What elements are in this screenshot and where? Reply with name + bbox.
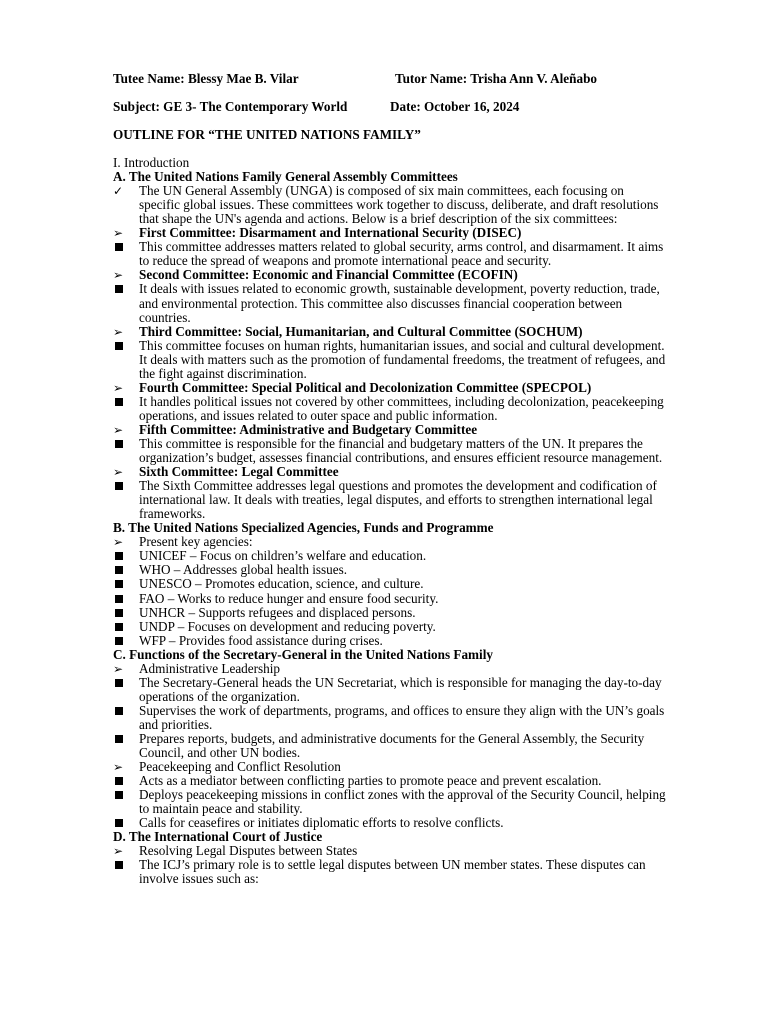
header-row-subject xyxy=(113,100,668,114)
arrow-bullet-icon: ➢ xyxy=(113,465,124,480)
outline-item-text: The Sixth Committee addresses legal questions and promotes the development and codification of international law. It deals with treaties, legal disputes, and efforts to strengthen international legal frameworks. xyxy=(139,478,657,522)
outline-item xyxy=(113,268,668,282)
square-bullet-icon xyxy=(113,240,131,251)
outline-item-text: Calls for ceasefires or initiates diplomatic efforts to resolve conflicts. xyxy=(139,815,504,831)
outline-item-text: UNDP – Focuses on development and reducing poverty. xyxy=(139,618,436,634)
outline-item xyxy=(113,592,668,606)
square-bullet-icon xyxy=(113,704,131,715)
outline-item xyxy=(113,732,668,760)
square-bullet-icon xyxy=(113,634,131,645)
arrow-bullet-icon: ➢ xyxy=(113,844,124,859)
outline-item xyxy=(113,184,668,226)
outline-item-text: Acts as a mediator between conflicting parties to promote peace and prevent escalation. xyxy=(139,773,602,789)
outline-item xyxy=(113,620,668,634)
square-bullet-icon xyxy=(113,549,131,560)
arrow-bullet-icon: ➢ xyxy=(113,760,124,775)
outline-item-text: Fifth Committee: Administrative and Budgetary Committee xyxy=(139,421,478,437)
outline-item xyxy=(113,381,668,395)
outline-item xyxy=(113,704,668,732)
square-bullet-icon xyxy=(113,620,131,631)
square-bullet-icon xyxy=(113,858,131,869)
date: Date: October 16, 2024 xyxy=(390,99,520,114)
square-bullet-icon xyxy=(113,282,131,293)
outline-item-text: UNICEF – Focus on children’s welfare and education. xyxy=(139,548,427,564)
outline-item-text: UNHCR – Supports refugees and displaced persons. xyxy=(139,604,416,620)
square-bullet-icon xyxy=(113,479,131,490)
outline-item xyxy=(113,606,668,620)
outline-item-text: Resolving Legal Disputes between States xyxy=(139,843,358,859)
outline-item-text: This committee focuses on human rights, humanitarian issues, and social and cultural development. It deals with matters such as the promotion of fundamental freedoms, the treatment of refugees, and the fight against discrimination. xyxy=(139,337,666,381)
outline-item-text: The UN General Assembly (UNGA) is composed of six main committees, each focusing on specific global issues. These committees work together to discuss, deliberate, and draft resolutions that shape the UN's agenda and actions. Below is a brief description of the six committees: xyxy=(139,183,659,227)
square-bullet-icon xyxy=(113,788,131,799)
outline-item xyxy=(113,465,668,479)
outline-item xyxy=(113,858,668,886)
outline-item xyxy=(113,676,668,704)
arrow-bullet-icon: ➢ xyxy=(113,422,124,437)
outline-item-text: Sixth Committee: Legal Committee xyxy=(139,464,339,480)
outline-item xyxy=(113,577,668,591)
arrow-bullet-icon: ➢ xyxy=(113,535,124,550)
outline-item-text: Third Committee: Social, Humanitarian, and Cultural Committee (SOCHUM) xyxy=(139,323,583,339)
outline-item-text: FAO – Works to reduce hunger and ensure food security. xyxy=(139,590,439,606)
outline-item-text: UNESCO – Promotes education, science, and culture. xyxy=(139,576,424,592)
square-bullet-icon xyxy=(113,816,131,827)
outline-item-text: Fourth Committee: Special Political and Decolonization Committee (SPECPOL) xyxy=(139,379,592,395)
square-bullet-icon xyxy=(113,592,131,603)
outline-item xyxy=(113,479,668,521)
outline-body xyxy=(113,170,668,886)
outline-item-text: Prepares reports, budgets, and administrative documents for the General Assembly, the Security Council, and other UN bodies. xyxy=(139,730,645,761)
square-bullet-icon xyxy=(113,774,131,785)
outline-item-text: Second Committee: Economic and Financial Committee (ECOFIN) xyxy=(139,267,518,283)
intro-heading: I. Introduction xyxy=(113,155,190,171)
outline-item xyxy=(113,774,668,788)
arrow-bullet-icon: ➢ xyxy=(113,661,124,676)
outline-item-text: It deals with issues related to economic growth, sustainable development, poverty reduction, trade, and environmental protection. This committee also discusses financial cooperation between countries. xyxy=(139,281,660,325)
outline-item xyxy=(113,816,668,830)
arrow-bullet-icon: ➢ xyxy=(113,268,124,283)
outline-item xyxy=(113,325,668,339)
subject: Subject: GE 3- The Contemporary World xyxy=(113,99,348,114)
outline-item-text: WFP – Provides food assistance during crises. xyxy=(139,632,383,648)
outline-item-text: Administrative Leadership xyxy=(139,660,280,676)
square-bullet-icon xyxy=(113,395,131,406)
outline-item xyxy=(113,395,668,423)
arrow-bullet-icon: ➢ xyxy=(113,380,124,395)
outline-item-text: Deploys peacekeeping missions in conflict zones with the approval of the Security Council, helping to maintain peace and stability. xyxy=(139,787,666,817)
outline-item xyxy=(113,423,668,437)
outline-item-text: This committee is responsible for the financial and budgetary matters of the UN. It prepares the organization’s budget, assesses financial contributions, and ensures efficient resource management. xyxy=(139,435,663,466)
outline-item xyxy=(113,634,668,648)
outline-item-text: First Committee: Disarmament and International Security (DISEC) xyxy=(139,225,522,241)
outline-item xyxy=(113,339,668,381)
outline-item xyxy=(113,662,668,676)
square-bullet-icon xyxy=(113,437,131,448)
header-row-names xyxy=(113,72,668,86)
outline-item-text: The ICJ’s primary role is to settle legal disputes between UN member states. These disputes can involve issues such as: xyxy=(139,857,646,887)
arrow-bullet-icon: ➢ xyxy=(113,324,124,339)
section-heading: C. Functions of the Secretary-General in the United Nations Family xyxy=(113,646,493,662)
checkmark-icon: ✓ xyxy=(113,184,124,199)
outline-item xyxy=(113,844,668,858)
section-heading: B. The United Nations Specialized Agencies, Funds and Programme xyxy=(113,520,494,536)
square-bullet-icon xyxy=(113,563,131,574)
square-bullet-icon xyxy=(113,732,131,743)
section-heading: A. The United Nations Family General Assembly Committees xyxy=(113,169,458,185)
outline-item xyxy=(113,240,668,268)
square-bullet-icon xyxy=(113,577,131,588)
outline-item xyxy=(113,549,668,563)
outline-item xyxy=(113,563,668,577)
outline-item xyxy=(113,760,668,774)
outline-item-text: It handles political issues not covered by other committees, including decolonization, peacekeeping operations, and issues related to outer space and public information. xyxy=(139,393,664,423)
outline-item-text: Peacekeeping and Conflict Resolution xyxy=(139,759,341,775)
outline-item-text: Present key agencies: xyxy=(139,534,253,550)
square-bullet-icon xyxy=(113,339,131,350)
document-title: OUTLINE FOR “THE UNITED NATIONS FAMILY” xyxy=(113,127,421,142)
outline-item-text: This committee addresses matters related to global security, arms control, and disarmament. It aims to reduce the spread of weapons and promote international peace and security. xyxy=(139,239,664,269)
outline-item xyxy=(113,226,668,240)
outline-item xyxy=(113,788,668,816)
square-bullet-icon xyxy=(113,606,131,617)
outline-item-text: The Secretary-General heads the UN Secretariat, which is responsible for managing the day-to-day operations of the organization. xyxy=(139,674,662,704)
arrow-bullet-icon: ➢ xyxy=(113,226,124,241)
outline-item-text: Supervises the work of departments, programs, and offices to ensure they align with the UN’s goals and priorities. xyxy=(139,702,665,732)
tutee-name: Tutee Name: Blessy Mae B. Vilar xyxy=(113,71,299,86)
outline-item-text: WHO – Addresses global health issues. xyxy=(139,562,348,578)
section-heading: D. The International Court of Justice xyxy=(113,829,323,845)
outline-item xyxy=(113,282,668,324)
outline-item xyxy=(113,437,668,465)
tutor-name: Tutor Name: Trisha Ann V. Aleñabo xyxy=(395,71,598,86)
outline-item xyxy=(113,535,668,549)
square-bullet-icon xyxy=(113,676,131,687)
